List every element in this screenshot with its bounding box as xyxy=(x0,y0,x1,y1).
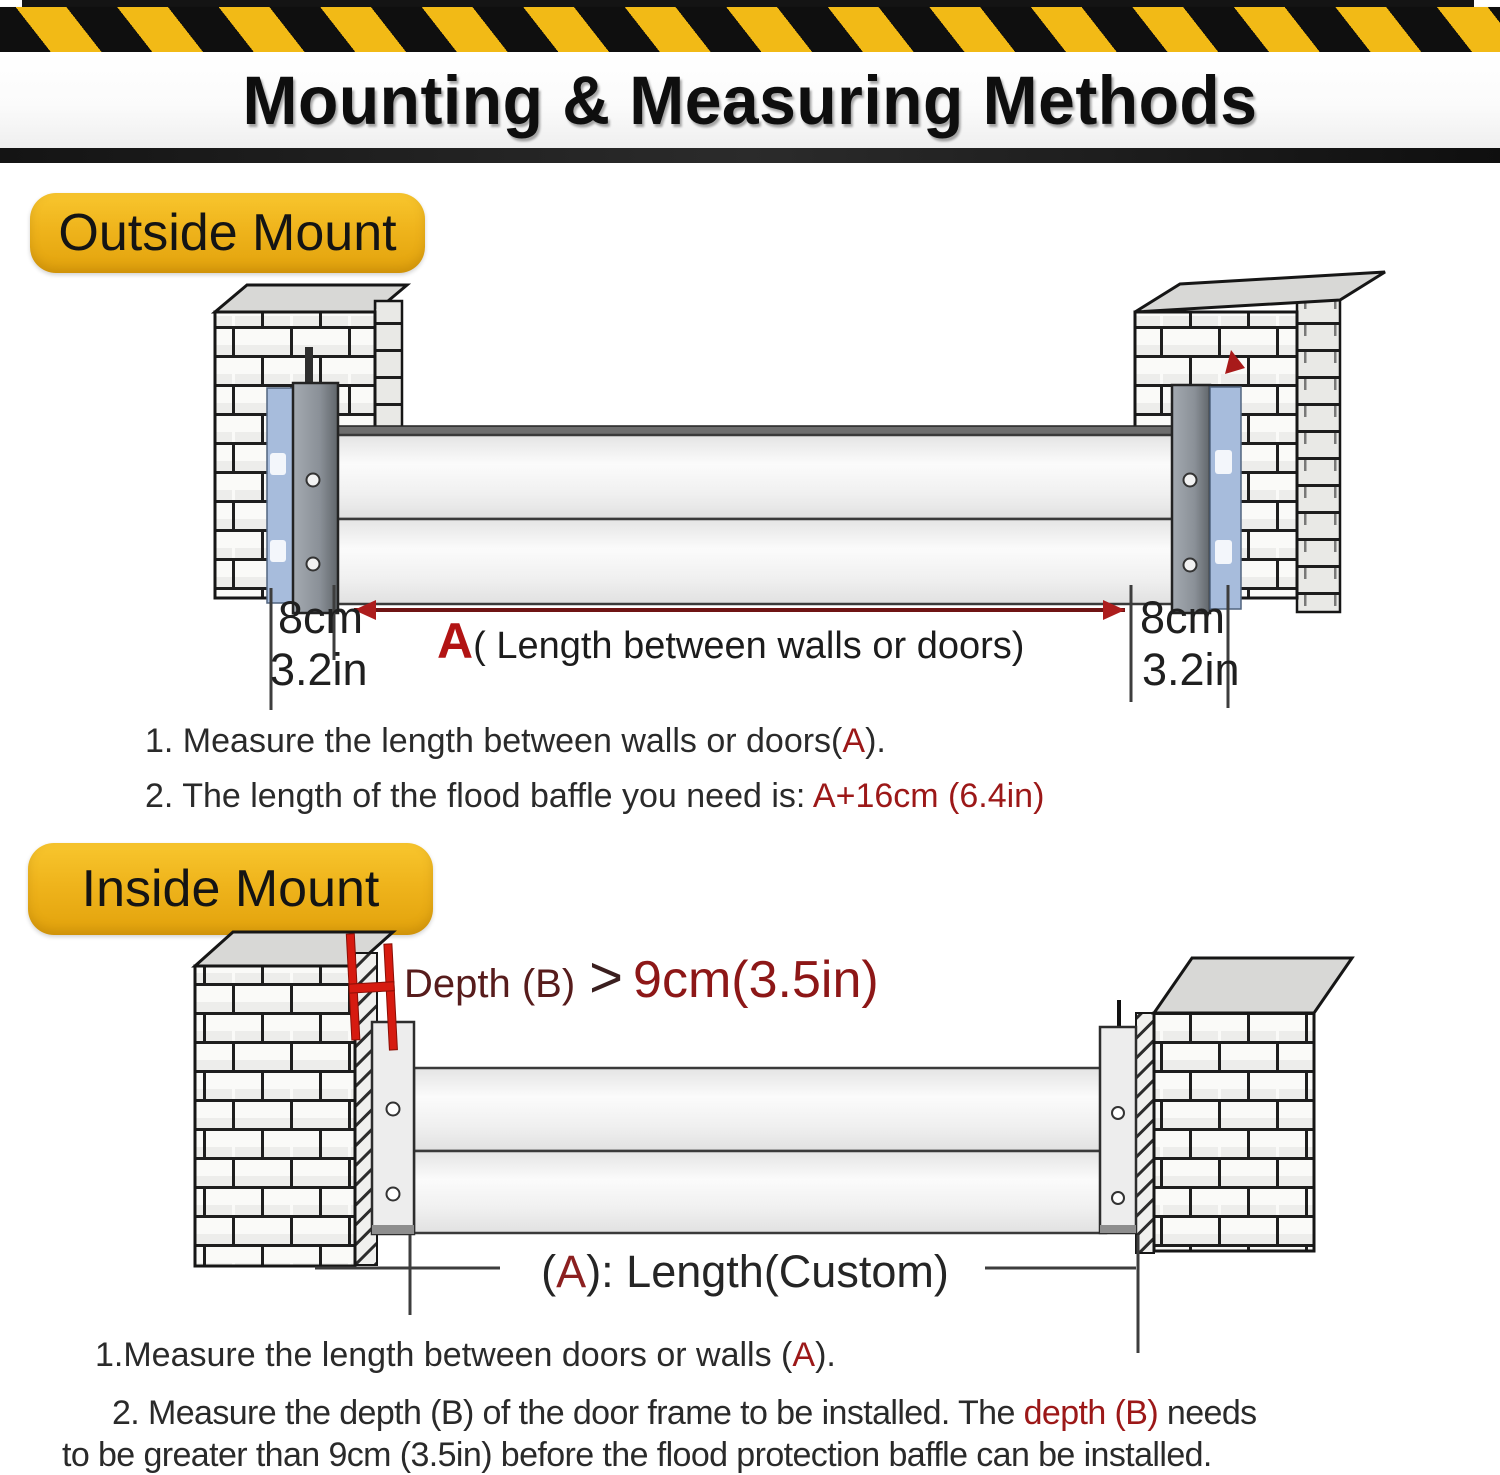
outside-mount-badge xyxy=(30,193,425,273)
outside-left-channel xyxy=(293,347,338,613)
inside-step-3: to be greater than 9cm (3.5in) before the flood protection baffle can be installed. xyxy=(62,1436,1212,1474)
depth-value: 9cm(3.5in) xyxy=(633,951,879,1009)
outside-left-dim-in: 3.2in xyxy=(270,644,368,695)
inside-right-pillar xyxy=(1136,958,1352,1253)
inside-length-label: (A): Length(Custom) xyxy=(541,1246,949,1297)
depth-annotation xyxy=(404,944,879,1011)
length-a-label xyxy=(437,612,1024,670)
inside-step-2: 2. Measure the depth (B) of the door frame to be installed. The depth (B) needs xyxy=(112,1394,1257,1432)
outside-step-1: 1. Measure the length between walls or doors(A). xyxy=(145,722,886,760)
inside-mount-badge xyxy=(28,843,433,935)
outside-right-channel xyxy=(1172,385,1210,613)
length-a-description: ( Length between walls or doors) xyxy=(473,625,1025,667)
flood-barrier-panels xyxy=(332,426,1180,604)
hazard-stripe-banner xyxy=(0,7,1500,52)
outside-left-dim-cm: 8cm xyxy=(278,592,364,643)
depth-name: Depth (B) xyxy=(404,962,576,1006)
length-a-letter: A xyxy=(437,613,474,669)
outside-right-dim-in: 3.2in xyxy=(1142,644,1240,695)
header-divider-bar xyxy=(0,148,1500,163)
inside-mount-badge-label: Inside Mount xyxy=(81,860,380,918)
inside-right-channel xyxy=(1100,1000,1136,1233)
title-band xyxy=(0,52,1500,148)
outside-step-2: 2. The length of the flood baffle you need is: A+16cm (6.4in) xyxy=(145,777,1045,815)
outside-mount-badge-label: Outside Mount xyxy=(58,204,397,262)
inside-left-pillar xyxy=(195,932,393,1266)
outside-right-dim-cm: 8cm xyxy=(1140,592,1226,643)
outside-left-seal-strip xyxy=(267,388,294,603)
inside-step-1: 1.Measure the length between doors or walls (A). xyxy=(95,1336,836,1374)
inside-flood-barrier-panels xyxy=(414,1068,1106,1233)
outside-right-seal-strip xyxy=(1210,387,1241,609)
page-title: Mounting & Measuring Methods xyxy=(242,61,1258,139)
greater-than-sign: > xyxy=(589,945,624,1010)
